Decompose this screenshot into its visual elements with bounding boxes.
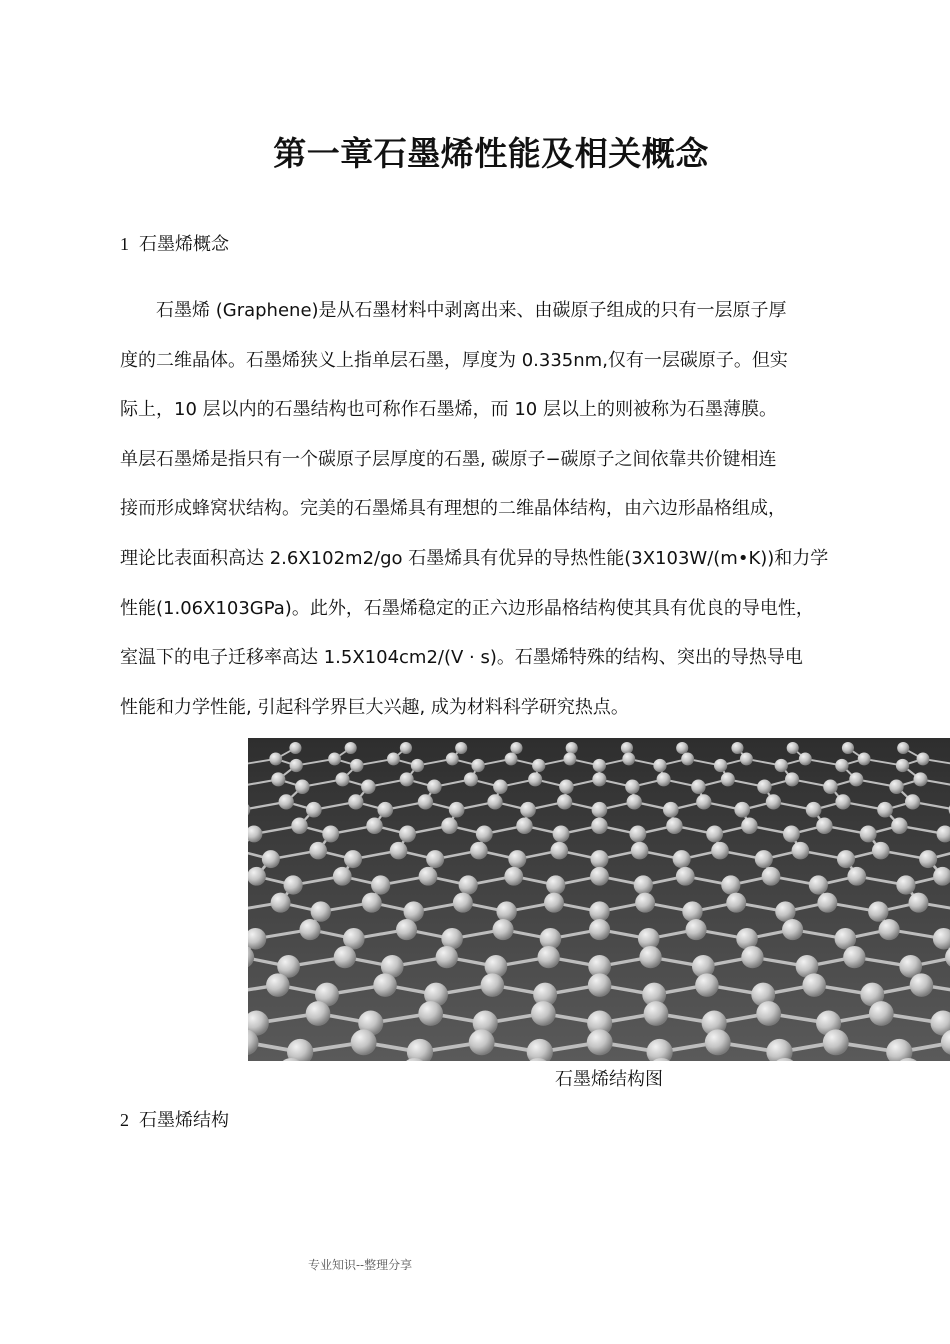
carbon-atom — [487, 794, 502, 809]
carbon-atom — [309, 842, 327, 860]
carbon-atom — [653, 759, 666, 772]
carbon-atom — [757, 780, 771, 794]
figure-caption: 石墨烯结构图 — [555, 1069, 663, 1090]
carbon-atom — [589, 919, 610, 940]
carbon-atom — [546, 875, 565, 894]
carbon-atom — [510, 742, 522, 754]
carbon-atom — [910, 973, 933, 996]
carbon-atom — [362, 893, 382, 913]
carbon-atom — [345, 742, 357, 754]
carbon-atom — [390, 842, 408, 860]
carbon-atom — [373, 973, 396, 996]
carbon-atom — [823, 1029, 849, 1055]
carbon-atom — [476, 826, 493, 843]
carbon-atom — [705, 1029, 731, 1055]
carbon-atom — [266, 973, 289, 996]
carbon-atom — [371, 875, 390, 894]
carbon-atom — [566, 742, 578, 754]
section-number: 1 — [120, 234, 129, 254]
carbon-atom — [464, 772, 478, 786]
carbon-atom — [306, 802, 322, 818]
carbon-atom — [262, 850, 280, 868]
carbon-atom — [284, 875, 303, 894]
carbon-atom — [361, 780, 375, 794]
carbon-atom — [629, 826, 646, 843]
carbon-atom — [741, 818, 757, 834]
carbon-atom — [792, 842, 810, 860]
carbon-atom — [520, 802, 536, 818]
carbon-atom — [817, 893, 837, 913]
carbon-atom — [644, 1001, 669, 1026]
carbon-atom — [553, 826, 570, 843]
paragraph-line: 室温下的电子迁移率高达 1.5X104cm2/(V · s)。石墨烯特殊的结构、突出的导热导电 — [120, 647, 803, 669]
carbon-atom — [696, 794, 711, 809]
carbon-atom — [299, 919, 320, 940]
carbon-atom — [418, 1001, 443, 1026]
carbon-atom — [909, 893, 929, 913]
carbon-atom — [587, 1029, 613, 1055]
paragraph-line: 性能(1.06X103GPa)。此外，石墨烯稳定的正六边形晶格结构使其具有优良的导电性， — [120, 597, 814, 619]
carbon-atom — [559, 780, 573, 794]
carbon-atom — [481, 973, 504, 996]
carbon-atom — [528, 772, 542, 786]
carbon-atom — [889, 780, 903, 794]
carbon-atom — [593, 759, 606, 772]
carbon-atom — [823, 780, 837, 794]
carbon-atom — [631, 842, 649, 860]
carbon-atom — [505, 753, 518, 766]
paragraph-line: 性能和力学性能, 引起科学界巨大兴趣, 成为材料科学研究热点。 — [120, 696, 629, 718]
carbon-atom — [837, 850, 855, 868]
carbon-atom — [843, 946, 865, 968]
carbon-atom — [816, 818, 832, 834]
carbon-atom — [917, 753, 930, 766]
carbon-atom — [455, 742, 467, 754]
carbon-atom — [891, 818, 907, 834]
carbon-atom — [289, 742, 301, 754]
carbon-atom — [306, 1001, 331, 1026]
carbon-atom — [676, 742, 688, 754]
carbon-atom — [849, 772, 863, 786]
carbon-atom — [589, 901, 609, 921]
carbon-atom — [879, 919, 900, 940]
carbon-atom — [269, 753, 282, 766]
carbon-atom — [734, 802, 750, 818]
carbon-atom — [802, 973, 825, 996]
graphene-lattice-illustration — [248, 738, 950, 1061]
paragraph-line: 石墨烯 (Graphene)是从石墨材料中剥离出来、由碳原子组成的只有一层原子厚 — [156, 300, 787, 321]
carbon-atom — [453, 893, 473, 913]
carbon-atom — [400, 742, 412, 754]
section-label: 石墨烯概念 — [139, 234, 229, 255]
carbon-atom — [799, 753, 812, 766]
carbon-atom — [427, 780, 441, 794]
carbon-atom — [538, 946, 560, 968]
carbon-atom — [311, 901, 331, 921]
carbon-atom — [872, 842, 890, 860]
carbon-atom — [449, 802, 465, 818]
carbon-atom — [919, 850, 937, 868]
carbon-atom — [721, 875, 740, 894]
carbon-atom — [563, 753, 576, 766]
carbon-atom — [625, 780, 639, 794]
carbon-atom — [896, 875, 915, 894]
carbon-atom — [806, 802, 822, 818]
carbon-atom — [785, 772, 799, 786]
paragraph-line: 单层石墨烯是指只有一个碳原子层厚度的石墨, 碳原子−碳原子之间依靠共价键相连 — [120, 448, 777, 470]
carbon-atom — [877, 802, 893, 818]
carbon-atom — [726, 893, 746, 913]
carbon-atom — [682, 901, 702, 921]
section-heading-1 — [120, 230, 229, 256]
carbon-atom — [508, 850, 526, 868]
paragraph-line: 度的二维晶体。石墨烯狭义上指单层石墨，厚度为 0.335nm,仅有一层碳原子。但实 — [120, 349, 788, 371]
carbon-atom — [663, 802, 679, 818]
carbon-atom — [322, 826, 339, 843]
carbon-atom — [348, 794, 363, 809]
carbon-atom — [695, 973, 718, 996]
carbon-atom — [418, 794, 433, 809]
carbon-atom — [775, 759, 788, 772]
carbon-atom — [248, 867, 266, 886]
carbon-atom — [673, 850, 691, 868]
carbon-atom — [493, 919, 514, 940]
carbon-atom — [592, 802, 608, 818]
carbon-atom — [426, 850, 444, 868]
carbon-atom — [350, 759, 363, 772]
carbon-atom — [762, 867, 781, 886]
carbon-atom — [809, 875, 828, 894]
carbon-atom — [351, 1029, 377, 1055]
carbon-atom — [913, 772, 927, 786]
carbon-atom — [657, 772, 671, 786]
carbon-atom — [635, 893, 655, 913]
carbon-atom — [377, 802, 393, 818]
carbon-atom — [766, 794, 781, 809]
carbon-atom — [441, 818, 457, 834]
paragraph-line: 际上，10 层以内的石墨结构也可称作石墨烯，而 10 层以上的则被称为石墨薄膜。 — [120, 399, 777, 421]
carbon-atom — [905, 794, 920, 809]
carbon-atom — [532, 759, 545, 772]
carbon-atom — [711, 842, 729, 860]
carbon-atom — [590, 850, 608, 868]
carbon-atom — [399, 826, 416, 843]
carbon-atom — [531, 1001, 556, 1026]
carbon-atom — [860, 826, 877, 843]
carbon-atom — [333, 867, 352, 886]
section-number: 2 — [120, 1110, 129, 1130]
page-title: 第一章石墨烯性能及相关概念 — [273, 134, 709, 173]
carbon-atom — [335, 772, 349, 786]
carbon-atom — [590, 867, 609, 886]
graphene-structure-image — [248, 738, 950, 1061]
carbon-atom — [782, 919, 803, 940]
carbon-atom — [676, 867, 695, 886]
carbon-atom — [504, 867, 523, 886]
carbon-atom — [691, 780, 705, 794]
carbon-atom — [396, 919, 417, 940]
carbon-atom — [731, 742, 743, 754]
carbon-atom — [592, 772, 606, 786]
carbon-atom — [755, 850, 773, 868]
paragraph-graphene-concept — [120, 286, 865, 732]
carbon-atom — [334, 946, 356, 968]
carbon-atom — [681, 753, 694, 766]
carbon-atom — [686, 919, 707, 940]
carbon-atom — [756, 1001, 781, 1026]
carbon-atom — [344, 850, 362, 868]
carbon-atom — [842, 742, 854, 754]
carbon-atom — [436, 946, 458, 968]
carbon-atom — [858, 753, 871, 766]
section-heading-2 — [120, 1106, 229, 1132]
carbon-atom — [634, 875, 653, 894]
carbon-atom — [557, 794, 572, 809]
carbon-atom — [400, 772, 414, 786]
carbon-atom — [714, 759, 727, 772]
carbon-atom — [835, 759, 848, 772]
carbon-atom — [290, 759, 303, 772]
carbon-atom — [868, 901, 888, 921]
carbon-atom — [496, 901, 516, 921]
carbon-atom — [544, 893, 564, 913]
carbon-atom — [516, 818, 532, 834]
carbon-atom — [387, 753, 400, 766]
carbon-atom — [787, 742, 799, 754]
carbon-atom — [706, 826, 723, 843]
carbon-atom — [279, 794, 294, 809]
carbon-atom — [740, 753, 753, 766]
carbon-atom — [847, 867, 866, 886]
carbon-atom — [721, 772, 735, 786]
carbon-atom — [328, 753, 341, 766]
carbon-atom — [783, 826, 800, 843]
paragraph-line: 理论比表面积高达 2.6X102m2/go 石墨烯具有优异的导热性能(3X103W/(m•K))和力学 — [120, 547, 829, 569]
carbon-atom — [470, 842, 488, 860]
carbon-atom — [469, 1029, 495, 1055]
carbon-atom — [869, 1001, 894, 1026]
carbon-atom — [295, 780, 309, 794]
carbon-atom — [446, 753, 459, 766]
carbon-atom — [459, 875, 478, 894]
carbon-atom — [551, 842, 569, 860]
carbon-atom — [271, 772, 285, 786]
carbon-atom — [621, 742, 633, 754]
carbon-atom — [419, 867, 438, 886]
carbon-atom — [591, 818, 607, 834]
carbon-atom — [666, 818, 682, 834]
carbon-atom — [741, 946, 763, 968]
carbon-atom — [775, 901, 795, 921]
carbon-atom — [471, 759, 484, 772]
carbon-atom — [622, 753, 635, 766]
carbon-atom — [897, 742, 909, 754]
carbon-atom — [627, 794, 642, 809]
carbon-atom — [291, 818, 307, 834]
paragraph-line: 接而形成蜂窝状结构。完美的石墨烯具有理想的二维晶体结构，由六边形晶格组成， — [120, 498, 786, 520]
carbon-atom — [896, 759, 909, 772]
section-label: 石墨烯结构 — [139, 1110, 229, 1131]
carbon-atom — [404, 901, 424, 921]
page-footer: 专业知识--整理分享 — [308, 1258, 413, 1272]
carbon-atom — [271, 893, 291, 913]
carbon-atom — [835, 794, 850, 809]
carbon-atom — [588, 973, 611, 996]
carbon-atom — [639, 946, 661, 968]
carbon-atom — [411, 759, 424, 772]
carbon-atom — [366, 818, 382, 834]
carbon-atom — [493, 780, 507, 794]
